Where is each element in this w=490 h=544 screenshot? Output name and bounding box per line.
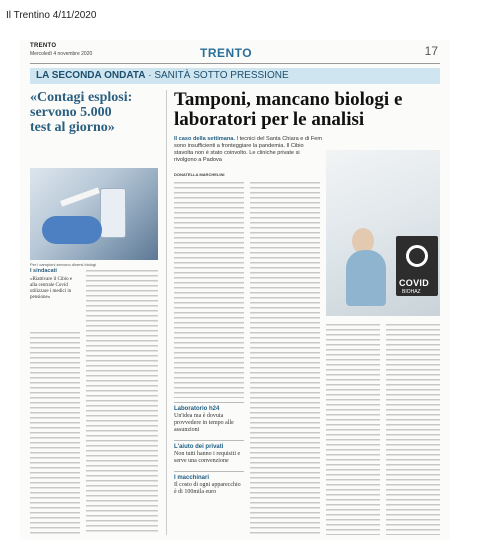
photo-caption: Per i campioni servono diversi biologi: [30, 262, 97, 267]
quote-title: «Contagi esplosi: servono 5.000 test al giorno»: [30, 90, 133, 135]
fact-item: [174, 440, 244, 465]
fact-body: Il costo di ogni apparecchio è di 100mila euro: [174, 482, 241, 495]
fact-body: Un'idea ma è dovuta provvedere in tempo alle assunzioni: [174, 413, 234, 433]
text-lines: [386, 322, 440, 535]
lab-worker-photo: [326, 150, 440, 316]
article-column-4: [250, 180, 320, 535]
text-lines: [326, 322, 380, 535]
fact-title: I macchinari: [174, 475, 210, 481]
section-bar: [30, 68, 440, 84]
fact-body: Non tutti hanno i requisiti e serve una convenzione: [174, 451, 241, 464]
section-kicker: LA SECONDA ONDATA: [36, 70, 146, 81]
subhead: [174, 136, 322, 164]
sidebar-unions: [30, 268, 80, 301]
facts-box: [174, 402, 244, 502]
bottle-shape: [100, 188, 126, 238]
subhead-text: I tecnici del Santa Chiara e di Fem sono insufficienti a fronteggiare la pandemia. Il Cibio stavolta non è stato coinvolto. Le cliniche private si rivolgono a Padova: [174, 136, 323, 163]
masthead-date: Mercoledì 4 novembre 2020: [30, 51, 93, 57]
sidebar-body: «Riattivare il Cibio e alla centrale Covid utilizzare i medici in pensione»: [30, 276, 73, 300]
glove-shape: [42, 216, 102, 244]
page-number: 17: [424, 44, 438, 58]
masthead: [30, 42, 440, 64]
fact-item: [174, 402, 244, 434]
text-lines: [174, 180, 244, 398]
masthead-city: TRENTO: [200, 46, 253, 60]
fact-title: L'aiuto dei privati: [174, 444, 224, 450]
newspaper-page: [20, 40, 450, 540]
test-tube-shape: [60, 187, 100, 206]
fact-item: [174, 471, 244, 496]
text-lines: [250, 180, 320, 535]
byline: DONATELLA MARCHELINI: [174, 172, 225, 177]
worker-body-shape: [346, 250, 386, 306]
article-column-2: [86, 268, 158, 535]
article-column-1: [30, 330, 80, 535]
fact-title: Laboratorio h24: [174, 406, 220, 412]
biohaz-label: BIOHAZ: [402, 289, 421, 295]
text-lines: [86, 268, 158, 535]
text-lines: [30, 330, 80, 535]
covid-label: COVID: [399, 278, 430, 288]
main-headline: Tamponi, mancano biologi e laboratori per le analisi: [174, 89, 403, 130]
clipping-label: Il Trentino 4/11/2020: [6, 10, 97, 21]
article-column-6: [386, 322, 440, 535]
lab-photo: [30, 168, 158, 260]
quote-column: [30, 90, 135, 135]
article-column-5: [326, 322, 380, 535]
column-divider: [166, 90, 167, 535]
masthead-paper: TRENTO: [30, 43, 57, 49]
article-column-3: [174, 180, 244, 398]
section-topic: · SANITÀ SOTTO PRESSIONE: [148, 70, 289, 81]
biohazard-icon: [406, 245, 428, 267]
subhead-lead: Il caso della settimana.: [174, 136, 235, 142]
sidebar-title: I sindacati: [30, 268, 57, 274]
